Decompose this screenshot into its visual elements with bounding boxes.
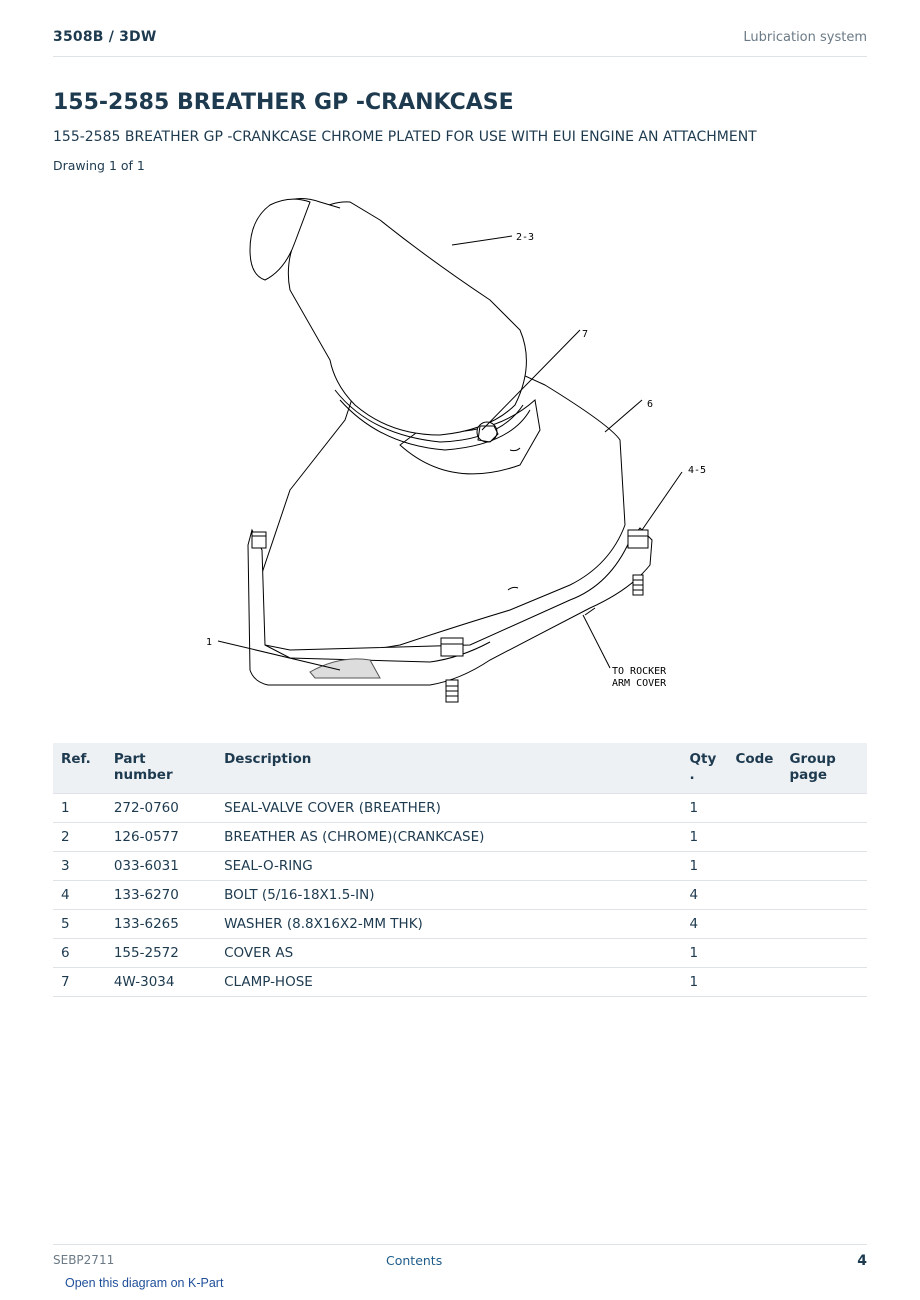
cell-description: BOLT (5/16-18X1.5-IN) — [216, 881, 681, 910]
leader-4-5 — [642, 472, 682, 530]
cell-code — [727, 881, 781, 910]
header-part-number: Part number — [106, 743, 216, 794]
cell-group-page — [781, 794, 867, 823]
page-subtitle: 155-2585 BREATHER GP -CRANKCASE CHROME PLATED FOR USE WITH EUI ENGINE AN ATTACHMENT — [53, 129, 757, 145]
note-line-1: TO ROCKER — [612, 666, 667, 677]
cell-ref: 2 — [53, 823, 106, 852]
cell-ref: 5 — [53, 910, 106, 939]
cell-group-page — [781, 939, 867, 968]
header-code: Code — [727, 743, 781, 794]
cell-part-number: 133-6270 — [106, 881, 216, 910]
table-row — [53, 881, 867, 910]
open-kpart-link[interactable]: Open this diagram on K-Part — [65, 1276, 224, 1290]
cell-qty: 1 — [682, 968, 728, 997]
cell-description: WASHER (8.8X16X2-MM THK) — [216, 910, 681, 939]
parts-table — [53, 743, 867, 997]
cell-part-number: 272-0760 — [106, 794, 216, 823]
cell-part-number: 126-0577 — [106, 823, 216, 852]
table-row — [53, 939, 867, 968]
table-row — [53, 794, 867, 823]
cell-ref: 7 — [53, 968, 106, 997]
cell-part-number: 033-6031 — [106, 852, 216, 881]
cell-description: COVER AS — [216, 939, 681, 968]
header-ref: Ref. — [53, 743, 106, 794]
callout-2-3: 2-3 — [516, 232, 535, 243]
cell-ref: 6 — [53, 939, 106, 968]
callout-7: 7 — [582, 329, 589, 340]
cell-code — [727, 939, 781, 968]
cell-code — [727, 910, 781, 939]
bolt-left — [252, 532, 266, 548]
parts-diagram — [190, 190, 730, 710]
table-header-row — [53, 743, 867, 794]
header-qty: Qty . — [682, 743, 728, 794]
drawing-label: Drawing 1 of 1 — [53, 158, 145, 173]
cell-description: SEAL-VALVE COVER (BREATHER) — [216, 794, 681, 823]
cell-qty: 4 — [682, 910, 728, 939]
model-label: 3508B / 3DW — [53, 29, 157, 45]
leader-2-3 — [452, 236, 512, 245]
callout-1: 1 — [206, 637, 213, 648]
callout-4-5: 4-5 — [688, 465, 707, 476]
leader-6 — [605, 400, 642, 432]
table-row — [53, 823, 867, 852]
cell-code — [727, 823, 781, 852]
page-title: 155-2585 BREATHER GP -CRANKCASE — [53, 90, 514, 115]
cell-description: CLAMP-HOSE — [216, 968, 681, 997]
section-label: Lubrication system — [743, 30, 867, 45]
cell-group-page — [781, 910, 867, 939]
cell-ref: 1 — [53, 794, 106, 823]
page-footer — [53, 1244, 867, 1275]
table-row — [53, 852, 867, 881]
cell-qty: 1 — [682, 939, 728, 968]
document-id: SEBP2711 — [53, 1253, 115, 1267]
cell-qty: 1 — [682, 852, 728, 881]
cell-group-page — [781, 968, 867, 997]
table-row — [53, 910, 867, 939]
cell-part-number: 4W-3034 — [106, 968, 216, 997]
leader-note — [583, 615, 610, 668]
breather-canister — [288, 202, 526, 435]
table-row — [53, 968, 867, 997]
note-line-2: ARM COVER — [612, 678, 667, 689]
header-description: Description — [216, 743, 681, 794]
callout-6: 6 — [647, 399, 654, 410]
page-number: 4 — [857, 1253, 867, 1269]
cell-description: SEAL-O-RING — [216, 852, 681, 881]
contents-link[interactable]: Contents — [386, 1253, 443, 1268]
cell-code — [727, 794, 781, 823]
cell-description: BREATHER AS (CHROME)(CRANKCASE) — [216, 823, 681, 852]
cell-part-number: 155-2572 — [106, 939, 216, 968]
cell-group-page — [781, 823, 867, 852]
header-group-page: Group page — [781, 743, 867, 794]
cell-ref: 4 — [53, 881, 106, 910]
cell-group-page — [781, 852, 867, 881]
cell-qty: 1 — [682, 823, 728, 852]
cell-qty: 4 — [682, 881, 728, 910]
cell-group-page — [781, 881, 867, 910]
cell-code — [727, 852, 781, 881]
cell-part-number: 133-6265 — [106, 910, 216, 939]
cell-qty: 1 — [682, 794, 728, 823]
cell-code — [727, 968, 781, 997]
cell-ref: 3 — [53, 852, 106, 881]
page-header — [53, 22, 867, 57]
